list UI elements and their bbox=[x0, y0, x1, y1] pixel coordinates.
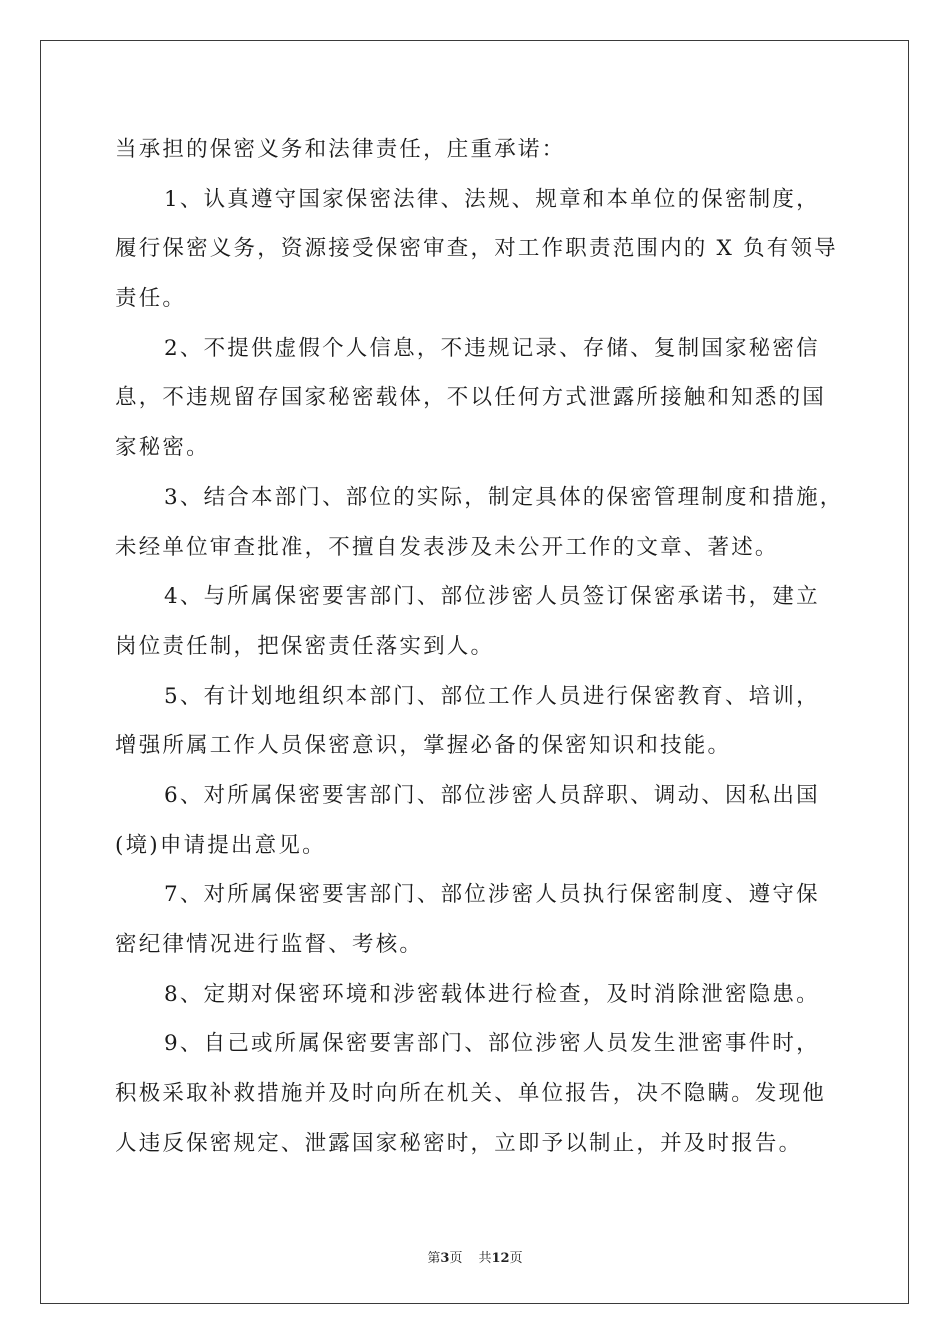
text-line: 5、有计划地组织本部门、部位工作人员进行保密教育、培训， bbox=[164, 683, 820, 709]
page-suffix: 页 bbox=[449, 1251, 463, 1266]
text-line: 4、与所属保密要害部门、部位涉密人员签订保密承诺书，建立 bbox=[164, 584, 820, 610]
text-line: 2、不提供虚假个人信息，不违规记录、存储、复制国家秘密信 bbox=[164, 335, 820, 361]
page-prefix: 第 bbox=[427, 1251, 441, 1266]
body-text bbox=[115, 125, 844, 1168]
page-total: 12 bbox=[491, 1251, 510, 1266]
text-line: 息，不违规留存国家秘密载体，不以任何方式泄露所接触和知悉的国 bbox=[115, 385, 827, 411]
total-suffix: 页 bbox=[509, 1251, 523, 1266]
text-line: 3、结合本部门、部位的实际，制定具体的保密管理制度和措施， bbox=[164, 484, 844, 510]
text-line: 当承担的保密义务和法律责任，庄重承诺： bbox=[115, 137, 566, 162]
text-line: 岗位责任制，把保密责任落实到人。 bbox=[115, 633, 495, 659]
text-line: 1、认真遵守国家保密法律、法规、规章和本单位的保密制度， bbox=[164, 186, 820, 212]
text-line: 增强所属工作人员保密意识，掌握必备的保密知识和技能。 bbox=[115, 733, 732, 759]
total-prefix: 共 bbox=[478, 1251, 492, 1266]
text-line: 人违反保密规定、泄露国家秘密时，立即予以制止，并及时报告。 bbox=[115, 1130, 803, 1156]
text-line: (境)申请提出意见。 bbox=[115, 832, 326, 858]
page-current: 3 bbox=[440, 1251, 450, 1266]
text-line: 责任。 bbox=[115, 286, 187, 312]
text-line: 密纪律情况进行监督、考核。 bbox=[115, 932, 424, 957]
text-line: 7、对所属保密要害部门、部位涉密人员执行保密制度、遵守保 bbox=[164, 882, 820, 908]
text-line: 积极采取补救措施并及时向所在机关、单位报告，决不隐瞒。发现他 bbox=[115, 1081, 827, 1107]
document-body bbox=[115, 125, 844, 1168]
page-footer bbox=[0, 1247, 950, 1266]
text-line: 9、自己或所属保密要害部门、部位涉密人员发生泄密事件时， bbox=[164, 1031, 820, 1057]
text-line: 履行保密义务，资源接受保密审查，对工作职责范围内的 X 负有领导 bbox=[115, 236, 838, 262]
text-line: 6、对所属保密要害部门、部位涉密人员辞职、调动、因私出国 bbox=[164, 782, 820, 808]
text-line: 未经单位审查批准，不擅自发表涉及未公开工作的文章、著述。 bbox=[115, 534, 779, 560]
text-line: 家秘密。 bbox=[115, 435, 210, 461]
text-line: 8、定期对保密环境和涉密载体进行检查，及时消除泄密隐患。 bbox=[164, 981, 820, 1007]
